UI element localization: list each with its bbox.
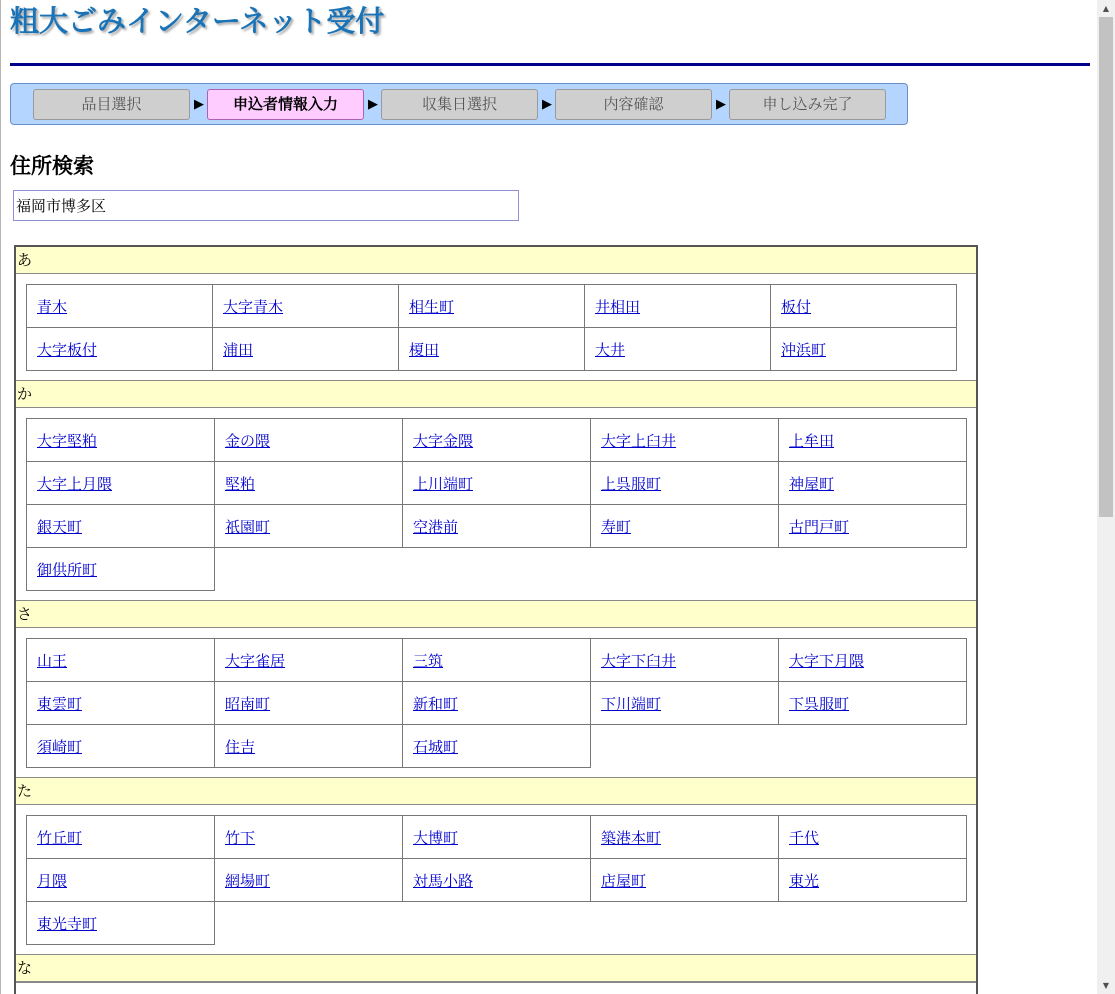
area-cell: [212, 327, 399, 371]
area-grid: [26, 418, 966, 590]
area-link[interactable]: 大字上臼井: [601, 432, 677, 450]
step-arrow-icon: ▶: [542, 97, 552, 112]
kana-group-header: か: [16, 381, 976, 408]
area-cell: [26, 284, 213, 328]
area-link[interactable]: 竹丘町: [37, 829, 83, 847]
area-cell: [590, 461, 779, 505]
area-cell: [402, 681, 591, 725]
area-cell: [402, 504, 591, 548]
scrollbar-thumb[interactable]: [1099, 17, 1113, 517]
area-cell: [214, 815, 403, 859]
area-cell: [584, 284, 771, 328]
kana-group: [16, 778, 976, 955]
area-cell: [214, 461, 403, 505]
area-grid: [26, 638, 966, 767]
kana-group-header: あ: [16, 247, 976, 274]
area-link[interactable]: 板付: [781, 298, 812, 316]
step-applicant-info: 申込者情報入力: [207, 89, 364, 120]
area-cell: [590, 638, 779, 682]
site-title: 粗大ごみインターネット受付: [10, 4, 385, 38]
area-link[interactable]: 住吉: [225, 738, 256, 756]
area-cell: [590, 815, 779, 859]
area-link[interactable]: 新和町: [413, 695, 459, 713]
step-collection-date: 収集日選択: [381, 89, 538, 120]
area-cell: [778, 418, 967, 462]
area-link[interactable]: 大博町: [413, 829, 459, 847]
scroll-up-icon[interactable]: ▲: [1102, 4, 1110, 13]
area-link[interactable]: 東光: [789, 872, 820, 890]
area-link[interactable]: 祇園町: [225, 518, 271, 536]
area-cell: [26, 461, 215, 505]
area-link[interactable]: 三筑: [413, 652, 444, 670]
step-arrow-icon: ▶: [716, 97, 726, 112]
area-link[interactable]: 下呉服町: [789, 695, 850, 713]
area-link[interactable]: 山王: [37, 652, 68, 670]
area-cell: [26, 681, 215, 725]
area-link[interactable]: 店屋町: [601, 872, 647, 890]
area-cell: [590, 858, 779, 902]
area-grid: [26, 284, 956, 370]
area-link[interactable]: 石城町: [413, 738, 459, 756]
area-link[interactable]: 空港前: [413, 518, 459, 536]
area-cell: [778, 461, 967, 505]
kana-group-header: な: [16, 955, 976, 982]
area-link[interactable]: 上牟田: [789, 432, 835, 450]
step-arrow-icon: ▶: [194, 97, 204, 112]
scroll-down-icon[interactable]: ▼: [1102, 981, 1110, 990]
area-link[interactable]: 大井: [595, 341, 626, 359]
area-cell: [398, 327, 585, 371]
area-cell: [214, 858, 403, 902]
area-link[interactable]: 古門戸町: [789, 518, 850, 536]
area-cell: [26, 418, 215, 462]
area-link[interactable]: 井相田: [595, 298, 641, 316]
step-complete: 申し込み完了: [729, 89, 886, 120]
area-cell: [26, 327, 213, 371]
area-cell: [214, 681, 403, 725]
area-cell: [214, 638, 403, 682]
area-cell: [584, 327, 771, 371]
area-link[interactable]: 御供所町: [37, 561, 98, 579]
progress-steps: [10, 83, 908, 125]
area-cell: [402, 418, 591, 462]
kana-group-header: さ: [16, 601, 976, 628]
area-link[interactable]: 浦田: [223, 341, 254, 359]
area-cell: [402, 724, 591, 768]
area-cell: [214, 418, 403, 462]
area-cell: [26, 858, 215, 902]
area-link[interactable]: 大字青木: [223, 298, 284, 316]
area-cell: [402, 815, 591, 859]
area-link[interactable]: 銀天町: [37, 518, 83, 536]
area-link[interactable]: 大字堅粕: [37, 432, 98, 450]
kana-group-header: た: [16, 778, 976, 805]
area-cell: [590, 504, 779, 548]
kana-group: [16, 601, 976, 778]
area-cell: [778, 858, 967, 902]
area-link[interactable]: 大字下臼井: [601, 652, 677, 670]
title-divider: [10, 63, 1090, 66]
area-cell: [770, 327, 957, 371]
area-cell: [590, 418, 779, 462]
address-area-list: [14, 245, 978, 994]
area-link[interactable]: 竹下: [225, 829, 256, 847]
kana-group: [16, 247, 976, 381]
area-cell: [778, 504, 967, 548]
area-cell: [26, 901, 215, 945]
area-link[interactable]: 金の隈: [225, 432, 271, 450]
area-link[interactable]: 大字下月隈: [789, 652, 865, 670]
area-cell: [778, 681, 967, 725]
area-cell: [26, 504, 215, 548]
area-link[interactable]: 相生町: [409, 298, 455, 316]
area-cell: [402, 638, 591, 682]
area-link[interactable]: 榎田: [409, 341, 440, 359]
area-link[interactable]: 堅粕: [225, 475, 256, 493]
area-cell: [778, 638, 967, 682]
area-link[interactable]: 千代: [789, 829, 820, 847]
area-link[interactable]: 築港本町: [601, 829, 662, 847]
area-link[interactable]: 須崎町: [37, 738, 83, 756]
address-search-input[interactable]: [13, 190, 519, 221]
area-grid: [26, 815, 966, 944]
step-arrow-icon: ▶: [368, 97, 378, 112]
area-cell: [26, 815, 215, 859]
area-cell: [26, 724, 215, 768]
area-link[interactable]: 東光寺町: [37, 915, 98, 933]
area-cell: [26, 638, 215, 682]
area-cell: [778, 815, 967, 859]
area-link[interactable]: 青木: [37, 298, 68, 316]
area-link[interactable]: 上川端町: [413, 475, 474, 493]
step-item-select: 品目選択: [33, 89, 190, 120]
area-link[interactable]: 大字雀居: [225, 652, 286, 670]
area-link[interactable]: 大字板付: [37, 341, 98, 359]
area-cell: [26, 547, 215, 591]
area-link[interactable]: 下川端町: [601, 695, 662, 713]
area-cell: [402, 858, 591, 902]
area-link[interactable]: 月隈: [37, 872, 68, 890]
area-link[interactable]: 網場町: [225, 872, 271, 890]
area-cell: [212, 284, 399, 328]
kana-group: [16, 381, 976, 601]
area-link[interactable]: 沖浜町: [781, 341, 827, 359]
kana-group: [16, 955, 976, 983]
area-link[interactable]: 東雲町: [37, 695, 83, 713]
area-cell: [770, 284, 957, 328]
area-link[interactable]: 大字上月隈: [37, 475, 113, 493]
area-link[interactable]: 神屋町: [789, 475, 835, 493]
area-cell: [214, 504, 403, 548]
step-confirm: 内容確認: [555, 89, 712, 120]
area-cell: [402, 461, 591, 505]
vertical-scrollbar[interactable]: [1097, 0, 1115, 994]
area-link[interactable]: 対馬小路: [413, 872, 474, 890]
area-cell: [214, 724, 403, 768]
area-link[interactable]: 寿町: [601, 518, 632, 536]
area-link[interactable]: 上呉服町: [601, 475, 662, 493]
area-cell: [398, 284, 585, 328]
area-link[interactable]: 大字金隈: [413, 432, 474, 450]
address-search-title: 住所検索: [10, 154, 94, 178]
area-link[interactable]: 昭南町: [225, 695, 271, 713]
area-cell: [590, 681, 779, 725]
